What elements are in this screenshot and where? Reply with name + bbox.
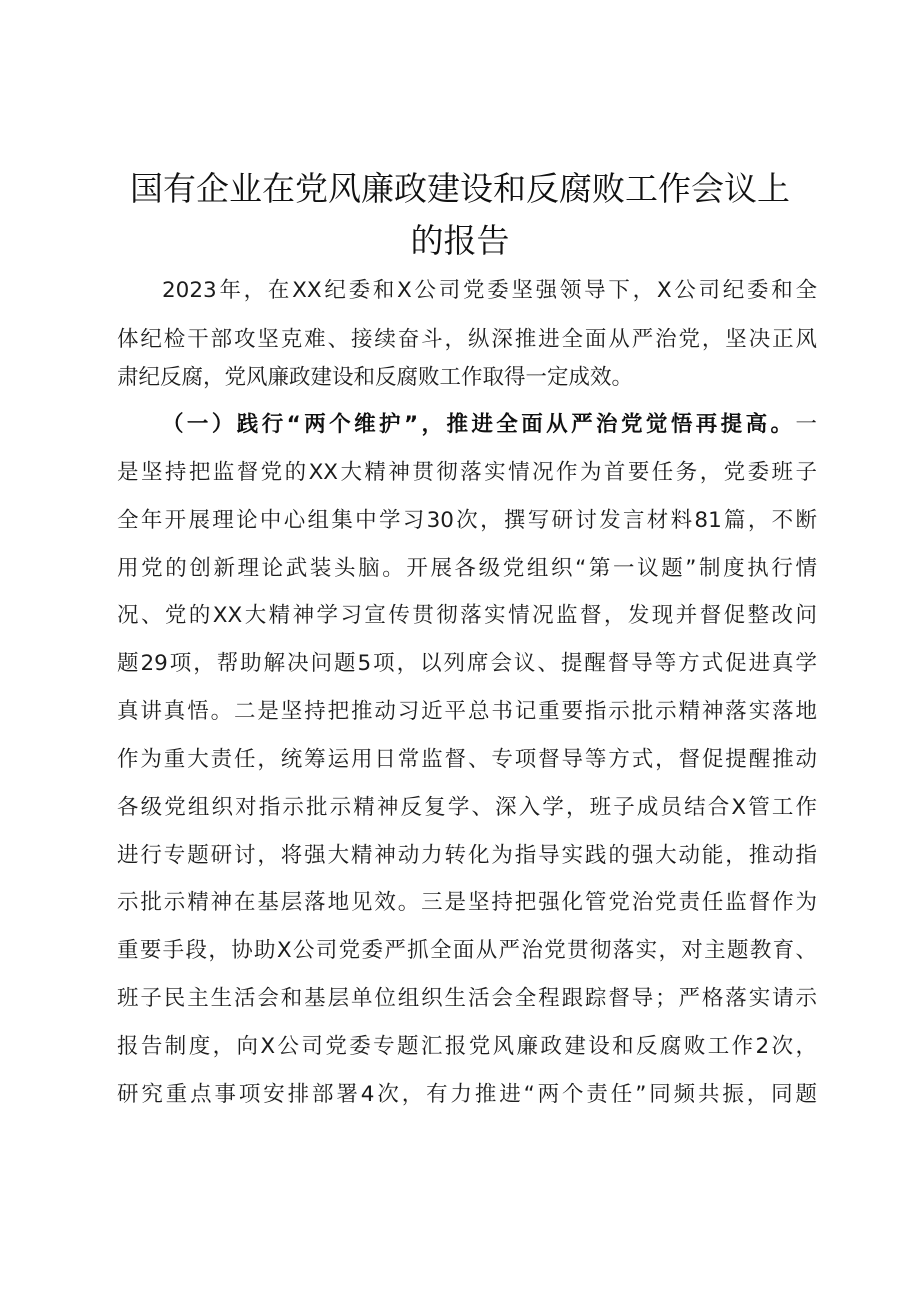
body-line-2: 全年开展理论中心组集中学习30次，撰写研讨发言材料81篇，不断 (117, 508, 817, 533)
body-line-6: 真讲真悟。二是坚持把推动习近平总书记重要指示批示精神落实落地 (117, 699, 817, 724)
body-line-13: 报告制度，向X公司党委专题汇报党风廉政建设和反腐败工作2次， (117, 1034, 817, 1059)
body-line-9: 进行专题研讨，将强大精神动力转化为指导实践的强大动能，推动指 (117, 843, 817, 868)
body-line-8: 各级党组织对指示批示精神反复学、深入学，班子成员结合X管工作 (117, 795, 817, 820)
section-heading: （一）践行“两个维护”，推进全面从严治党觉悟再提高。 (162, 412, 796, 437)
body-line-11: 重要手段，协助X公司党委严抓全面从严治党贯彻落实，对主题教育、 (117, 938, 817, 963)
body-line-10: 示批示精神在基层落地见效。三是坚持把强化管党治党责任监督作为 (117, 890, 817, 915)
intro-line-3: 肃纪反腐，党风廉政建设和反腐败工作取得一定成效。 (117, 365, 634, 390)
body-line-4: 况、党的XX大精神学习宣传贯彻落实情况监督，发现并督促整改问 (117, 603, 817, 628)
section-heading-tail: 一 (795, 412, 817, 437)
body-line-5: 题29项，帮助解决问题5项，以列席会议、提醒督导等方式促进真学 (117, 651, 817, 676)
intro-line-1: 2023年，在XX纪委和X公司党委坚强领导下，X公司纪委和全 (162, 278, 817, 303)
body-line-7: 作为重大责任，统筹运用日常监督、专项督导等方式，督促提醒推动 (117, 747, 817, 772)
document-title-line-1: 国有企业在党风廉政建设和反腐败工作会议上 (130, 169, 790, 208)
body-line-3: 用党的创新理论武装头脑。开展各级党组织“第一议题”制度执行情 (117, 556, 817, 581)
body-line-12: 班子民主生活会和基层单位组织生活会全程跟踪督导；严格落实请示 (117, 986, 817, 1011)
section-heading-line (162, 410, 817, 440)
body-line-1: 是坚持把监督党的XX大精神贯彻落实情况作为首要任务，党委班子 (117, 460, 817, 485)
intro-line-2: 体纪检干部攻坚克难、接续奋斗，纵深推进全面从严治党，坚决正风 (117, 327, 817, 352)
document-title-line-2: 的报告 (410, 221, 510, 260)
body-line-14: 研究重点事项安排部署4次，有力推进“两个责任”同频共振，同题 (117, 1082, 817, 1107)
